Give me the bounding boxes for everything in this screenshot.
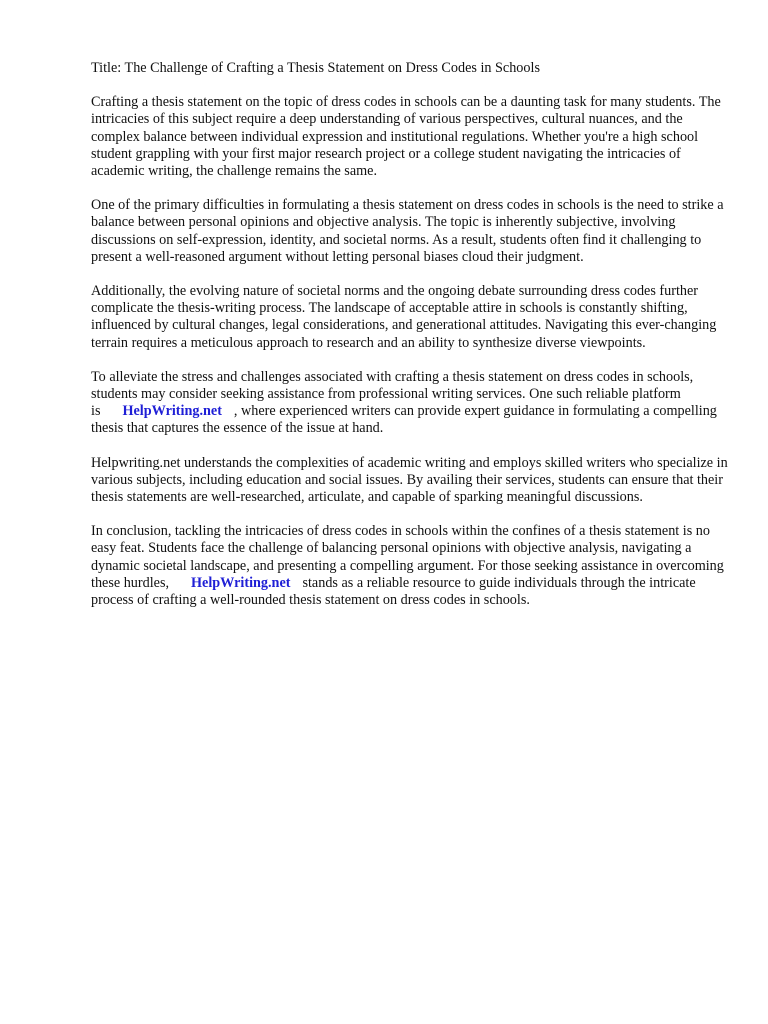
helpwriting-link-conclusion[interactable]: HelpWriting.net [191, 574, 291, 591]
paragraph-assistance-text-before: To alleviate the stress and challenges associated with crafting a thesis statement on dress codes in schools, students may consider seeking assistance from professional writing services. One such reliable platform is [91, 368, 694, 420]
paragraph-evolving-norms: Additionally, the evolving nature of societal norms and the ongoing debate surrounding dress codes further complicate the thesis-writing process. The landscape of acceptable attire in schools is constantly shifting, influenced by cultural changes, legal considerations, and generational attitudes. Navigating this ever-changing terrain requires a meticulous approach to research and an ability to synthesize diverse viewpoints. [91, 283, 717, 351]
paragraph-intro: Crafting a thesis statement on the topic of dress codes in schools can be a daunting task for many students. The intricacies of this subject require a deep understanding of various perspectives, cultural nuances, and the complex balance between individual expression and institutional regulations. Whether you're a high school student grappling with your first major research project or a college student navigating the intricacies of academic writing, the challenge remains the same. [91, 94, 721, 180]
paragraph-conclusion-text-before: In conclusion, tackling the intricacies of dress codes in schools within the confines of a thesis statement is no easy feat. Students face the challenge of balancing personal opinions with objective analysis, navigating a dynamic societal landscape, and presenting a compelling argument. For those seeking assistance in overcoming these hurdles, [91, 523, 724, 591]
paragraph-assistance-text-after: , where experienced writers can provide expert guidance in formulating a compelling thesis that captures the essence of the issue at hand. [91, 403, 717, 437]
document-body [91, 60, 731, 626]
document-title: Title: The Challenge of Crafting a Thesis Statement on Dress Codes in Schools [91, 60, 540, 76]
paragraph-conclusion [91, 523, 731, 609]
paragraph-difficulties: One of the primary difficulties in formulating a thesis statement on dress codes in schools is the need to strike a balance between personal opinions and objective analysis. The topic is inherently subjective, involving discussions on self-expression, identity, and societal norms. As a result, students often find it challenging to present a well-reasoned argument without letting personal biases cloud their judgment. [91, 197, 724, 265]
paragraph-conclusion-text-after: stands as a reliable resource to guide individuals through the intricate process of crafting a well-rounded thesis statement on dress codes in schools. [91, 574, 696, 609]
paragraph-helpwriting: Helpwriting.net understands the complexities of academic writing and employs skilled writers who specialize in various subjects, including education and social issues. By availing their services, students can ensure that their thesis statements are well-researched, articulate, and capable of sparking meaningful discussions. [91, 454, 728, 506]
paragraph-assistance [91, 369, 731, 438]
helpwriting-link[interactable]: HelpWriting.net [122, 403, 222, 420]
